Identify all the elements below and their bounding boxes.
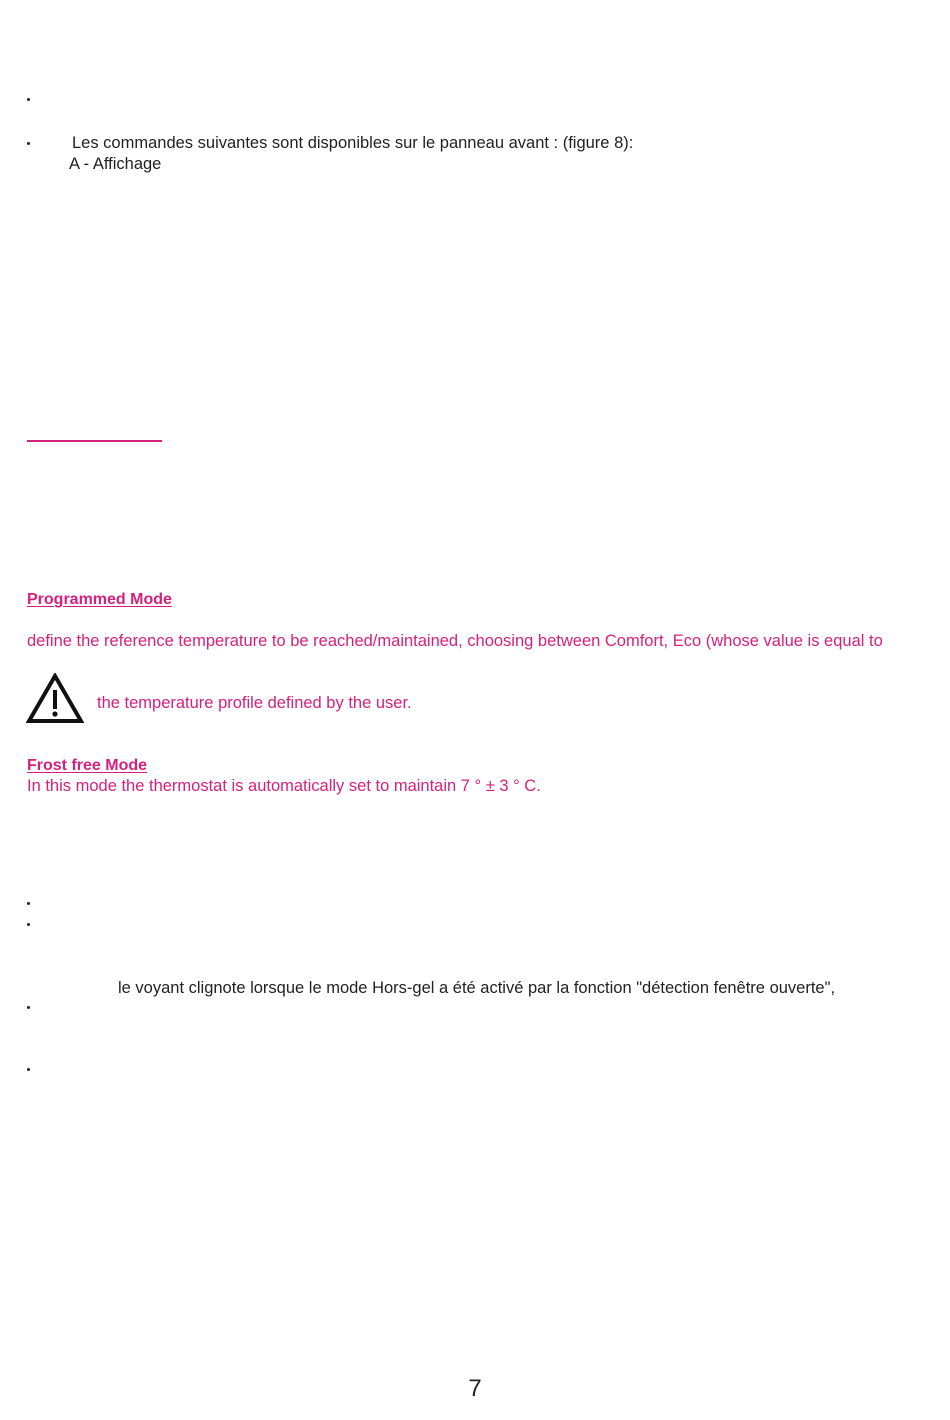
bullet-5 <box>27 1006 33 1012</box>
indicator-note-text: le voyant clignote lorsque le mode Hors-gel a été activé par la fonction "détection fenêtre ouverte", <box>118 979 836 997</box>
bullet-1 <box>27 98 33 104</box>
programmed-mode-description: define the reference temperature to be reached/maintained, choosing between Comfort, Eco (whose value is equal to <box>27 632 883 650</box>
frost-free-mode-description: In this mode the thermostat is automatically set to maintain 7 ° ± 3 ° C. <box>27 777 541 795</box>
warning-triangle-icon <box>26 673 84 724</box>
control-a-label: A - Affichage <box>69 155 162 173</box>
frost-free-mode-heading: Frost free Mode <box>27 757 148 774</box>
bullet-6 <box>27 1068 33 1074</box>
programmed-mode-warning-text: the temperature profile defined by the user. <box>97 694 412 712</box>
bullet-3 <box>27 902 33 908</box>
programmed-mode-heading: Programmed Mode <box>27 591 172 608</box>
controls-intro-text: Les commandes suivantes sont disponibles sur le panneau avant : (figure 8): <box>72 134 634 152</box>
section-divider <box>27 440 162 442</box>
bullet-2 <box>27 142 33 148</box>
bullet-4 <box>27 923 33 929</box>
page-number: 7 <box>468 1375 482 1402</box>
